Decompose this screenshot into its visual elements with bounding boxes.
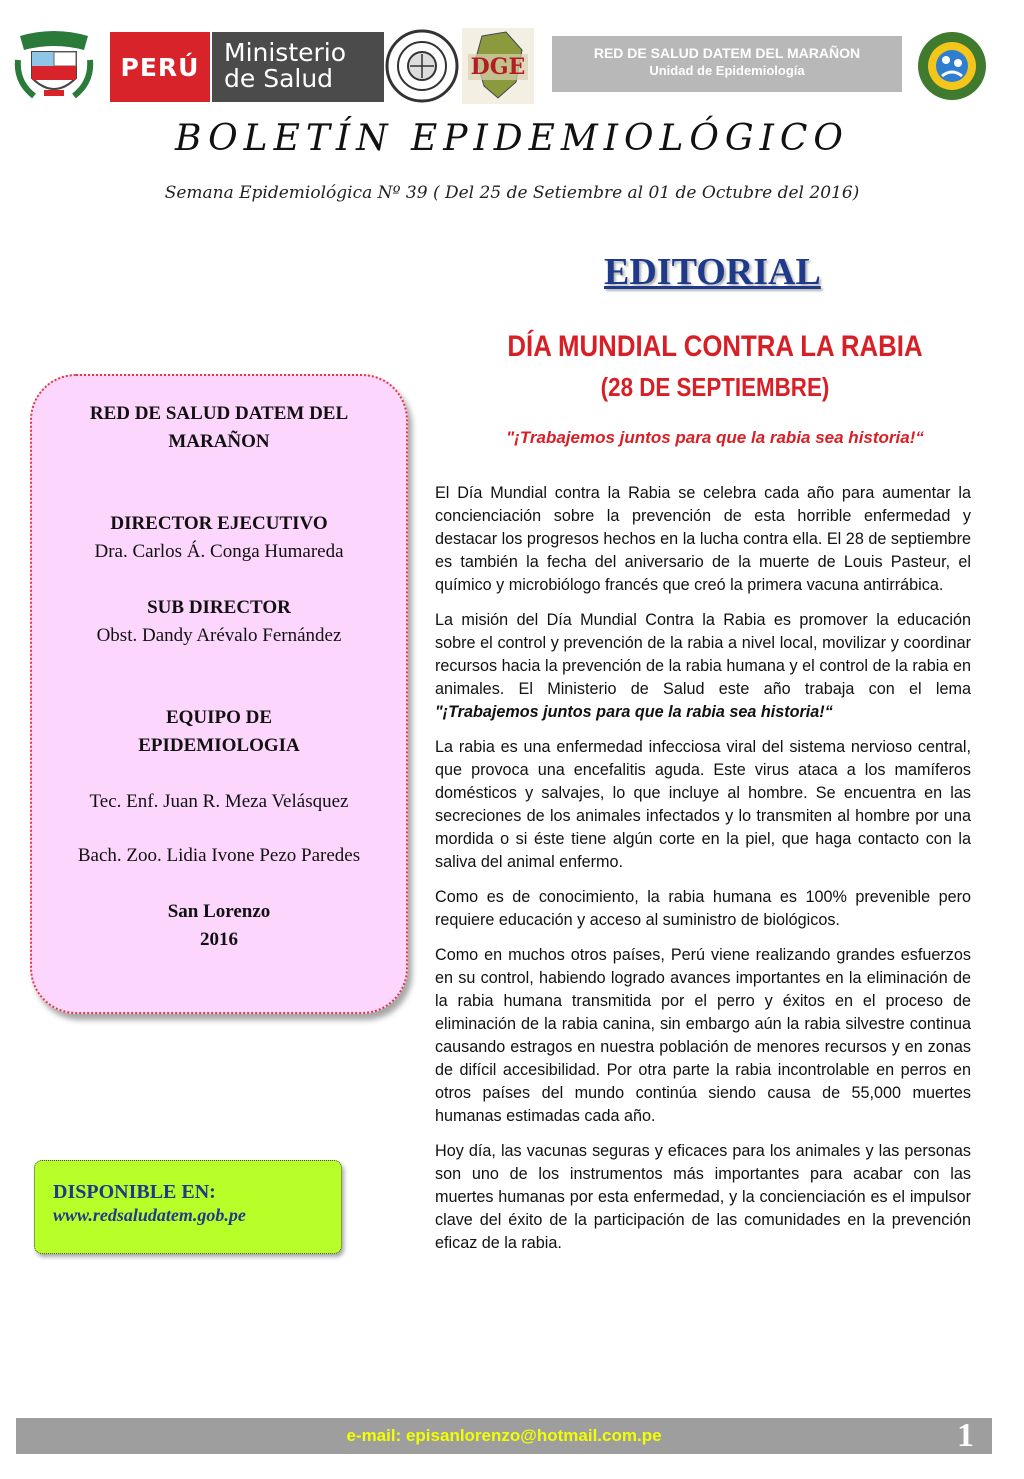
team-title-line1: EQUIPO DE [165,707,273,728]
article-date: (28 DE SEPTIEMBRE) [600,372,830,402]
ministerio-line2: de Salud [224,64,334,93]
staff-card [30,374,408,1014]
subdirector-block [32,594,406,650]
org-line1: RED DE SALUD DATEM DEL [89,403,349,424]
bulletin-title: BOLETÍN EPIDEMIOLÓGICO [175,118,849,159]
paragraph: Como es de conocimiento, la rabia humana es 100% prevenible pero requiere educación y acceso al suministro de biológicos. [435,888,971,929]
header [14,28,1010,106]
ministerio-line1: Ministerio [224,38,347,67]
org-line2: MARAÑON [168,431,270,452]
network-line2: Unidad de Epidemiología [649,63,805,78]
director-title: DIRECTOR EJECUTIVO [110,513,328,534]
director-block [32,510,406,566]
team-title-line2: EPIDEMIOLOGIA [138,735,300,756]
paragraph: Como en muchos otros países, Perú viene realizando grandes esfuerzos en su control, habiendo logrado avances importantes en la eliminación de la rabia humana transmitida por el perro y éxitos en el proceso de eliminación de la rabia canina, sin embargo aún la rabia silvestre continua causando estragos en nuestra población de menores recursos y en zonas de difícil accesibilidad. Por otra parte la rabia incontrolable en perros en otros países del mundo continúa siendo causa de 55,000 muertes humanas estimadas cada año. [435,946,971,1125]
available-at-box [34,1160,342,1254]
director-name: Dra. Carlos Á. Conga Humareda [94,541,344,562]
subdirector-title: SUB DIRECTOR [147,597,291,618]
peru-coat-of-arms-icon [14,30,94,102]
year: 2016 [200,929,238,950]
dge-logo [462,28,534,104]
epidemiological-week: Semana Epidemiológica Nº 39 ( Del 25 de Setiembre al 01 de Octubre del 2016) [164,183,860,203]
org-name [32,400,406,456]
network-line1: RED DE SALUD DATEM DEL MARAÑON [593,45,861,61]
network-label [552,36,902,92]
editorial-heading: EDITORIAL [604,251,821,293]
paragraph [435,609,971,724]
paragraph: Hoy día, las vacunas seguras y eficaces para los animales y las personas son uno de los instrumentos más importantes para acabar con las muertes humanas por esta enfermedad, y la concienciación es el impulsor clave del éxito de la participación de las comunidades en la prevención eficaz de la rabia. [435,1142,971,1252]
datem-network-logo-icon [916,30,988,102]
ministerio-logo [212,32,384,102]
available-label: DISPONIBLE EN: [53,1181,216,1203]
article-body [435,482,971,1267]
place: San Lorenzo [167,901,271,922]
article-motto: "¡Trabajemos juntos para que la rabia sea historia!“ [506,428,924,447]
place-year [32,898,406,954]
article-title: DÍA MUNDIAL CONTRA LA RABIA [507,330,923,363]
peru-logo: PERÚ [110,32,210,102]
paragraph: La rabia es una enfermedad infecciosa viral del sistema nervioso central, que provoca una encefalitis aguda. Este virus ataca a los mamíferos domésticos y salvajes, lo que incluye al hombre. Se encuentra en las secreciones de los animales infectados y lo transmiten al hombre por una mordida o si éste tiene algún corte en la piel, que haga contacto con la saliva del animal enfermo. [435,738,971,871]
paragraph-motto: "¡Trabajemos juntos para que la rabia sea historia!“ [435,703,833,721]
page-number: 1 [957,1417,974,1454]
paragraph-text: La misión del Día Mundial Contra la Rabia es promover la educación sobre el control y prevención de la rabia a nivel local, movilizar y coordinar recursos hacia la prevención de la rabia humana y el control de la rabia en animales. El Ministerio de Salud este año trabaja con el lema [435,611,971,698]
team-member: Bach. Zoo. Lidia Ivone Pezo Paredes [77,845,361,866]
dge-text: DGE [470,54,526,80]
subdirector-name: Obst. Dandy Arévalo Fernández [96,625,342,646]
team-title [32,704,406,760]
team-member: Tec. Enf. Juan R. Meza Velásquez [89,791,349,812]
footer [16,1418,992,1454]
renace-seal-icon [384,28,460,104]
paragraph: El Día Mundial contra la Rabia se celebra cada año para aumentar la concienciación sobre la prevención de esta horrible enfermedad y destacar los progresos hechos en la lucha contra ella. El 28 de septiembre es también la fecha del aniversario de la muerte de Louis Pasteur, el químico y microbiólogo francés que creó la primera vacuna antirrábica. [435,484,971,594]
website-link[interactable]: www.redsaludatem.gob.pe [53,1205,246,1225]
contact-email[interactable]: e-mail: episanlorenzo@hotmail.com.pe [346,1426,662,1445]
